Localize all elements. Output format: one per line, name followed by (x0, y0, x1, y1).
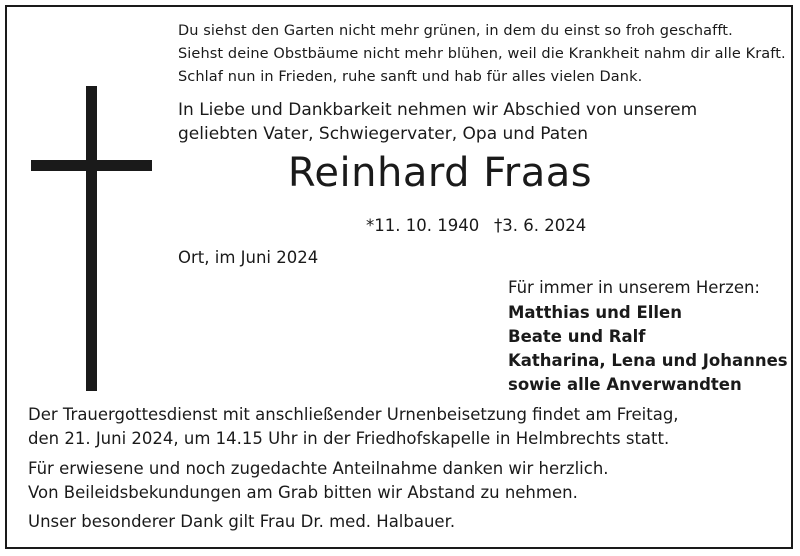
death-date: †3. 6. 2024 (494, 216, 587, 235)
mourner-1: Matthias und Ellen (508, 303, 682, 322)
mourner-2: Beate und Ralf (508, 327, 646, 346)
place-date: Ort, im Juni 2024 (178, 248, 319, 267)
mourners-heading: Für immer in unserem Herzen: (508, 278, 760, 297)
mourner-4: sowie alle Anverwandten (508, 375, 742, 394)
mourner-3: Katharina, Lena und Johannes (508, 351, 788, 370)
special-thanks: Unser besonderer Dank gilt Frau Dr. med. Halbauer. (28, 512, 456, 531)
verse-line-3: Schlaf nun in Frieden, ruhe sanft und hab für alles vielen Dank. (178, 69, 643, 85)
service-line-1: Der Trauergottesdienst mit anschließender Urnenbeisetzung findet am Freitag, (28, 405, 679, 424)
verse-line-1: Du siehst den Garten nicht mehr grünen, in dem du einst so froh geschafft. (178, 23, 733, 39)
deceased-name: Reinhard Fraas (287, 150, 593, 196)
thanks-line-2: Von Beileidsbekundungen am Grab bitten wir Abstand zu nehmen. (28, 483, 578, 502)
cross-vertical-bar (86, 86, 97, 391)
service-line-2: den 21. Juni 2024, um 14.15 Uhr in der Friedhofskapelle in Helmbrechts statt. (28, 429, 670, 448)
intro-line-2: geliebten Vater, Schwiegervater, Opa und Paten (178, 124, 589, 144)
verse-line-2: Siehst deine Obstbäume nicht mehr blühen, weil die Krankheit nahm dir alle Kraft. (178, 46, 786, 62)
intro-line-1: In Liebe und Dankbarkeit nehmen wir Abschied von unserem (178, 100, 698, 120)
birth-date: *11. 10. 1940 (366, 216, 480, 235)
thanks-line-1: Für erwiesene und noch zugedachte Anteilnahme danken wir herzlich. (28, 459, 609, 478)
